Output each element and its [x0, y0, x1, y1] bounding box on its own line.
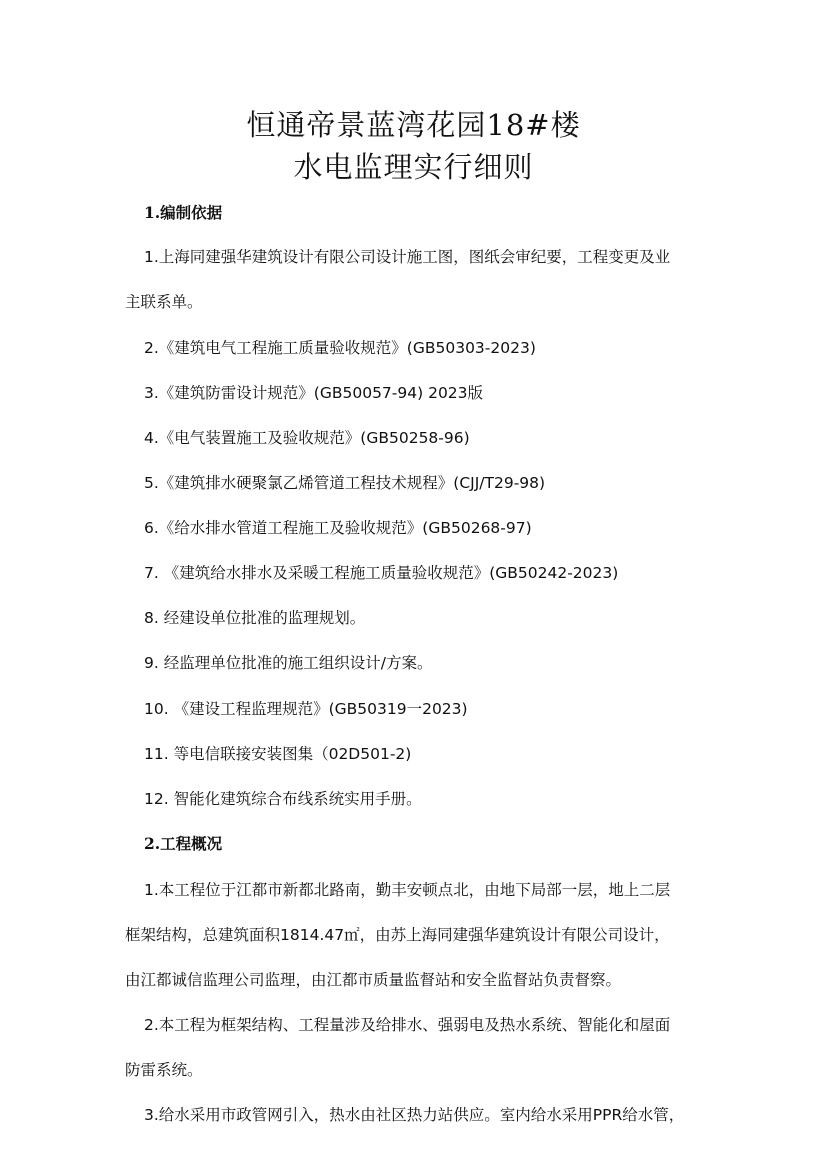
section1-heading: 1.编制依据 [144, 203, 223, 222]
basis-item-6: 6.《给水排水管道工程施工及验收规范》(GB50268-97) [144, 519, 532, 537]
overview-line-1: 1.本工程位于江都市新都北路南，勤丰安顿点北，由地下局部一层，地上二层 [144, 881, 671, 899]
basis-item-9: 9. 经监理单位批准的施工组织设计/方案。 [144, 654, 433, 672]
overview-line-6: 3.给水采用市政管网引入，热水由社区热力站供应。室内给水采用PPR给水管， [144, 1106, 685, 1124]
overview-line-2: 框架结构，总建筑面积1814.47㎡，由苏上海同建强华建筑设计有限公司设计， [125, 926, 670, 944]
basis-item-8: 8. 经建设单位批准的监理规划。 [144, 609, 366, 627]
basis-item-5: 5.《建筑排水硬聚氯乙烯管道工程技术规程》(CJJ/T29-98) [144, 474, 546, 492]
basis-item-1: 1.上海同建强华建筑设计有限公司设计施工图，图纸会审纪要，工程变更及业 [144, 248, 671, 266]
section2-heading: 2.工程概况 [144, 834, 223, 853]
overview-line-4: 2.本工程为框架结构、工程量涉及给排水、强弱电及热水系统、智能化和屋面 [144, 1016, 671, 1034]
basis-item-11: 11. 等电信联接安装图集（02D501-2) [144, 745, 412, 763]
basis-item-3: 3.《建筑防雷设计规范》(GB50057-94) 2023版 [144, 384, 484, 402]
overview-line-5: 防雷系统。 [125, 1061, 203, 1079]
basis-item-7: 7. 《建筑给水排水及采暖工程施工质量验收规范》(GB50242-2023) [144, 564, 619, 582]
basis-item-4: 4.《电气装置施工及验收规范》(GB50258-96) [144, 429, 470, 447]
document-title-line2: 水电监理实行细则 [293, 150, 534, 184]
basis-item-10: 10. 《建设工程监理规范》(GB50319一2023) [144, 700, 468, 718]
basis-item-12: 12. 智能化建筑综合布线系统实用手册。 [144, 790, 422, 808]
basis-item-2: 2.《建筑电气工程施工质量验收规范》(GB50303-2023) [144, 339, 536, 357]
basis-item-1-cont: 主联系单。 [125, 293, 203, 311]
document-title-line1: 恒通帝景蓝湾花园18#楼 [246, 108, 581, 142]
overview-line-3: 由江都诚信监理公司监理，由江都市质量监督站和安全监督站负责督察。 [125, 971, 622, 989]
